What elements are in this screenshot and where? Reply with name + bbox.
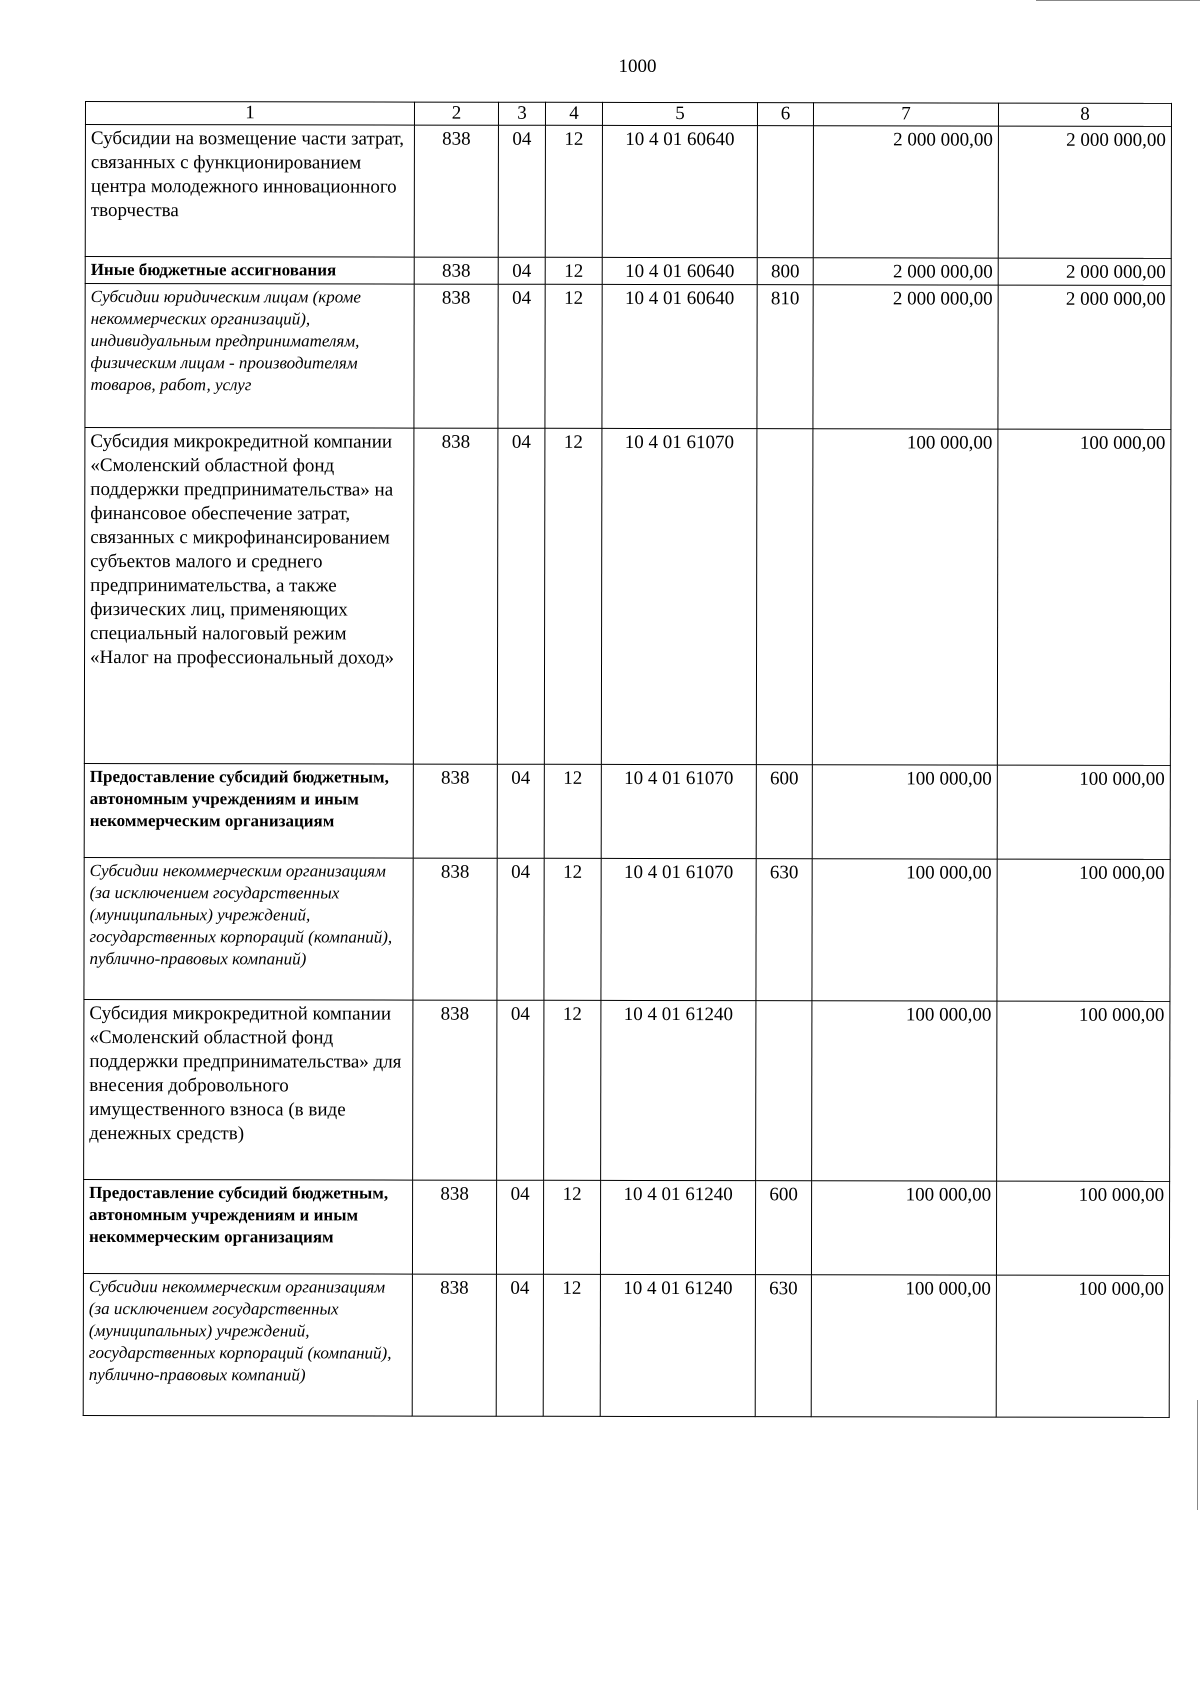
- row-target-article: 10 4 01 60640: [602, 125, 757, 257]
- table-row: [85, 257, 1171, 286]
- table-row: [83, 1179, 1169, 1275]
- header-cell-7: 7: [813, 103, 998, 126]
- header-cell-6: 6: [757, 103, 813, 126]
- row-section-code: 04: [498, 284, 545, 428]
- row-ministry-code: 838: [413, 858, 497, 1000]
- table-row: [84, 763, 1170, 859]
- row-ministry-code: 838: [414, 125, 498, 257]
- row-subsection-code: 12: [543, 1274, 600, 1416]
- row-expense-type: 810: [757, 285, 813, 429]
- row-expense-type: 630: [756, 859, 812, 1001]
- row-name: Субсидии юридическим лицам (кроме некоммерческих организаций), индивидуальным предпринимателям, физическим лицам - производителям товаров, работ, услуг: [85, 284, 414, 429]
- row-section-code: 04: [498, 125, 545, 257]
- row-ministry-code: 838: [414, 284, 498, 428]
- table-row: [84, 857, 1170, 1001]
- row-name: Субсидии на возмещение части затрат, связанных с функционированием центра молодежного инновационного творчества: [85, 125, 414, 258]
- budget-table: [83, 101, 1172, 1418]
- row-expense-type: 800: [757, 258, 813, 285]
- row-name: Предоставление субсидий бюджетным, автономным учреждениям и иным некоммерческим организациям: [83, 1179, 412, 1274]
- row-ministry-code: 838: [413, 428, 498, 764]
- table-row: [85, 125, 1171, 259]
- row-expense-type: 630: [755, 1275, 811, 1417]
- row-section-code: 04: [496, 1274, 543, 1416]
- row-section-code: 04: [497, 858, 544, 1000]
- header-cell-2: 2: [414, 102, 498, 125]
- row-ministry-code: 838: [414, 257, 498, 284]
- row-ministry-code: 838: [412, 1274, 496, 1416]
- row-expense-type: 600: [756, 765, 812, 859]
- row-subsection-code: 12: [545, 125, 602, 257]
- row-amount-year-2: 100 000,00: [997, 1001, 1170, 1181]
- row-section-code: 04: [498, 257, 545, 284]
- row-expense-type: [756, 429, 813, 765]
- header-cell-5: 5: [602, 102, 757, 125]
- row-target-article: 10 4 01 61070: [601, 428, 757, 764]
- row-amount-year-2: 100 000,00: [996, 1181, 1169, 1275]
- row-target-article: 10 4 01 61240: [600, 1274, 755, 1416]
- header-row: [85, 102, 1171, 127]
- row-amount-year-1: 2 000 000,00: [813, 258, 998, 285]
- row-target-article: 10 4 01 61240: [600, 1180, 755, 1274]
- row-amount-year-1: 100 000,00: [812, 765, 997, 859]
- header-cell-8: 8: [998, 103, 1171, 126]
- row-target-article: 10 4 01 60640: [602, 284, 757, 428]
- row-ministry-code: 838: [412, 1180, 496, 1274]
- row-amount-year-2: 2 000 000,00: [998, 126, 1171, 258]
- row-amount-year-2: 2 000 000,00: [998, 258, 1171, 285]
- row-name: Субсидии некоммерческим организациям (за исключением государственных (муниципальных) учреждений, государственных корпораций (компаний), публично-правовых компаний): [84, 857, 413, 1000]
- row-amount-year-1: 2 000 000,00: [813, 126, 998, 258]
- row-name: Иные бюджетные ассигнования: [85, 257, 414, 285]
- row-target-article: 10 4 01 61070: [601, 858, 756, 1000]
- row-amount-year-2: 2 000 000,00: [998, 285, 1171, 429]
- row-amount-year-1: 2 000 000,00: [813, 285, 998, 429]
- row-amount-year-1: 100 000,00: [812, 1001, 997, 1181]
- row-section-code: 04: [497, 428, 545, 764]
- row-amount-year-1: 100 000,00: [811, 1275, 996, 1417]
- row-subsection-code: 12: [545, 257, 602, 284]
- row-ministry-code: 838: [413, 1000, 497, 1180]
- row-expense-type: 600: [755, 1181, 811, 1275]
- row-target-article: 10 4 01 61070: [601, 764, 756, 858]
- row-target-article: 10 4 01 60640: [602, 257, 757, 284]
- row-amount-year-1: 100 000,00: [811, 1181, 996, 1275]
- row-section-code: 04: [497, 764, 544, 858]
- row-name: Субсидии некоммерческим организациям (за исключением государственных (муниципальных) учреждений, государственных корпораций (компаний), публично-правовых компаний): [83, 1273, 412, 1416]
- page-number: 1000: [618, 56, 657, 77]
- scan-edge-mark-right: [1197, 1400, 1198, 1510]
- row-subsection-code: 12: [544, 858, 601, 1000]
- row-subsection-code: 12: [543, 1180, 600, 1274]
- row-amount-year-1: 100 000,00: [812, 429, 998, 765]
- row-subsection-code: 12: [544, 428, 602, 764]
- row-expense-type: [757, 126, 813, 258]
- row-amount-year-2: 100 000,00: [996, 1275, 1169, 1417]
- row-section-code: 04: [497, 1000, 544, 1180]
- row-section-code: 04: [496, 1180, 543, 1274]
- row-name: Предоставление субсидий бюджетным, автономным учреждениям и иным некоммерческим организациям: [84, 763, 413, 858]
- row-subsection-code: 12: [544, 764, 601, 858]
- table-row: [84, 999, 1170, 1181]
- header-cell-1: 1: [85, 102, 414, 126]
- header-cell-3: 3: [498, 102, 545, 125]
- row-ministry-code: 838: [413, 764, 497, 858]
- row-target-article: 10 4 01 61240: [601, 1000, 756, 1180]
- header-cell-4: 4: [545, 102, 602, 125]
- row-amount-year-2: 100 000,00: [997, 429, 1171, 765]
- table-row: [83, 1273, 1169, 1417]
- row-amount-year-2: 100 000,00: [997, 765, 1170, 859]
- row-name: Субсидия микрокредитной компании «Смоленский областной фонд поддержки предпринимательства» на финансовое обеспечение затрат, связанных с микрофинансированием субъектов малого и среднего предпринимательства, а также физических лиц, применяющих специальный налоговый режим «Налог на профессиональный доход»: [84, 428, 414, 765]
- row-expense-type: [756, 1001, 812, 1181]
- row-subsection-code: 12: [545, 284, 602, 428]
- table-row: [85, 284, 1171, 430]
- row-name: Субсидия микрокредитной компании «Смоленский областной фонд поддержки предпринимательства» для внесения добровольного имущественного взноса (в виде денежных средств): [84, 999, 413, 1180]
- row-amount-year-1: 100 000,00: [812, 859, 997, 1001]
- table-row: [84, 428, 1171, 766]
- row-subsection-code: 12: [544, 1000, 601, 1180]
- row-amount-year-2: 100 000,00: [997, 859, 1170, 1001]
- scan-edge-mark-top: [1036, 0, 1200, 1]
